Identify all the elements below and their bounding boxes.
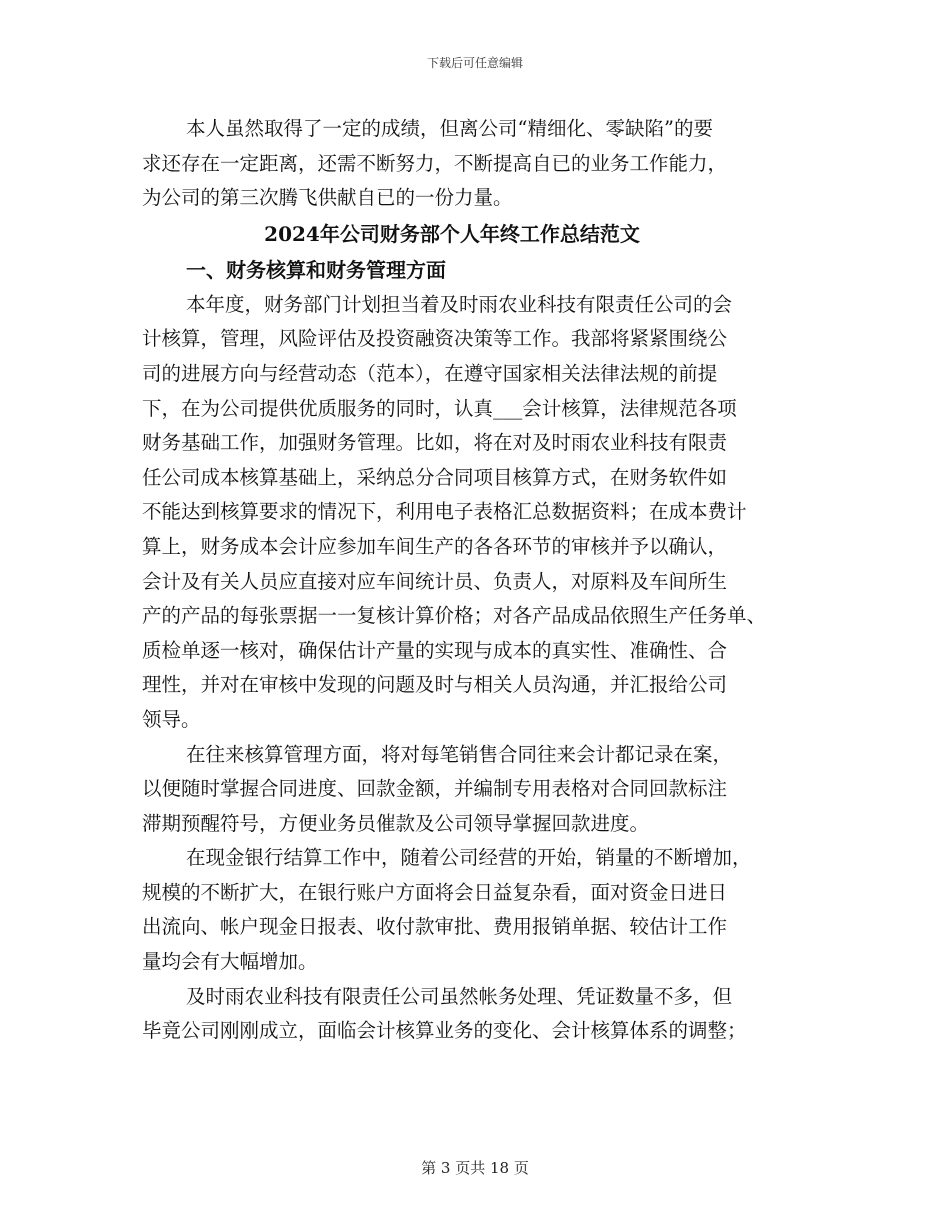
text-line: 产的产品的每张票据一一复核计算价格；对各产品成品依照生产任务单、 [142,604,767,628]
text-line: 本人虽然取得了一定的成绩，但离公司“精细化、零缺陷”的要 [186,117,713,140]
text-line: 毕竟公司刚刚成立，面临会计核算业务的变化、会计核算体系的调整； [142,1019,747,1043]
text-line: 理性，并对在审核中发现的问题及时与相关人员沟通，并汇报给公司 [142,673,728,697]
text-line: 滞期预醒符号，方便业务员催款及公司领导掌握回款进度。 [142,811,650,835]
text-line: 规模的不断扩大，在银行账户方面将会日益复杂看，面对资金日进日 [142,880,728,904]
document-body [142,112,822,1049]
text-line: 财务基础工作，加强财务管理。比如，将在对及时雨农业科技有限责 [142,431,728,455]
text-line: 量均会有大幅增加。 [142,950,318,974]
text-line: 计核算，管理，风险评估及投资融资决策等工作。我部将紧紧围绕公 [142,327,728,351]
text-line: 下，在为公司提供优质服务的同时，认真___会计核算，法律规范各项 [142,396,737,420]
section-heading: 一、财务核算和财务管理方面 [186,257,446,282]
text-line: 质检单逐一核对，确保估计产量的实现与成本的真实性、准确性、合 [142,638,728,662]
text-line: 司的进展方向与经营动态（范本），在遵守国家相关法律法规的前提 [142,361,718,385]
document-title: 2024年公司财务部个人年终工作总结范文 [264,221,640,246]
text-line: 在现金银行结算工作中，随着公司经营的开始，销量的不断增加， [186,846,752,870]
text-line: 任公司成本核算基础上，采纳总分合同项目核算方式，在财务软件如 [142,465,728,489]
text-line: 领导。 [142,707,201,731]
text-line: 算上，财务成本会计应参加车间生产的各各环节的审核并予以确认， [142,534,728,558]
text-line: 会计及有关人员应直接对应车间统计员、负责人，对原料及车间所生 [142,569,728,593]
page-header: 下载后可任意编辑 [426,56,523,70]
text-line: 在往来核算管理方面，将对每笔销售合同往来会计都记录在案， [186,742,733,766]
text-line: 本年度，财务部门计划担当着及时雨农业科技有限责任公司的会 [186,292,733,316]
text-line: 及时雨农业科技有限责任公司虽然帐务处理、凭证数量不多，但 [186,984,733,1008]
text-line: 不能达到核算要求的情况下，利用电子表格汇总数据资料；在成本费计 [142,500,747,524]
page-footer: 第 3 页共 18 页 [421,1159,529,1177]
text-line: 求还存在一定距离，还需不断努力，不断提高自已的业务工作能力， [142,151,728,175]
text-line: 以便随时掌握合同进度、回款金额，并编制专用表格对合同回款标注 [142,777,728,801]
text-line: 为公司的第三次腾飞供献自已的一份力量。 [142,186,513,210]
text-line: 出流向、帐户现金日报表、收付款审批、费用报销单据、较估计工作 [142,915,728,939]
